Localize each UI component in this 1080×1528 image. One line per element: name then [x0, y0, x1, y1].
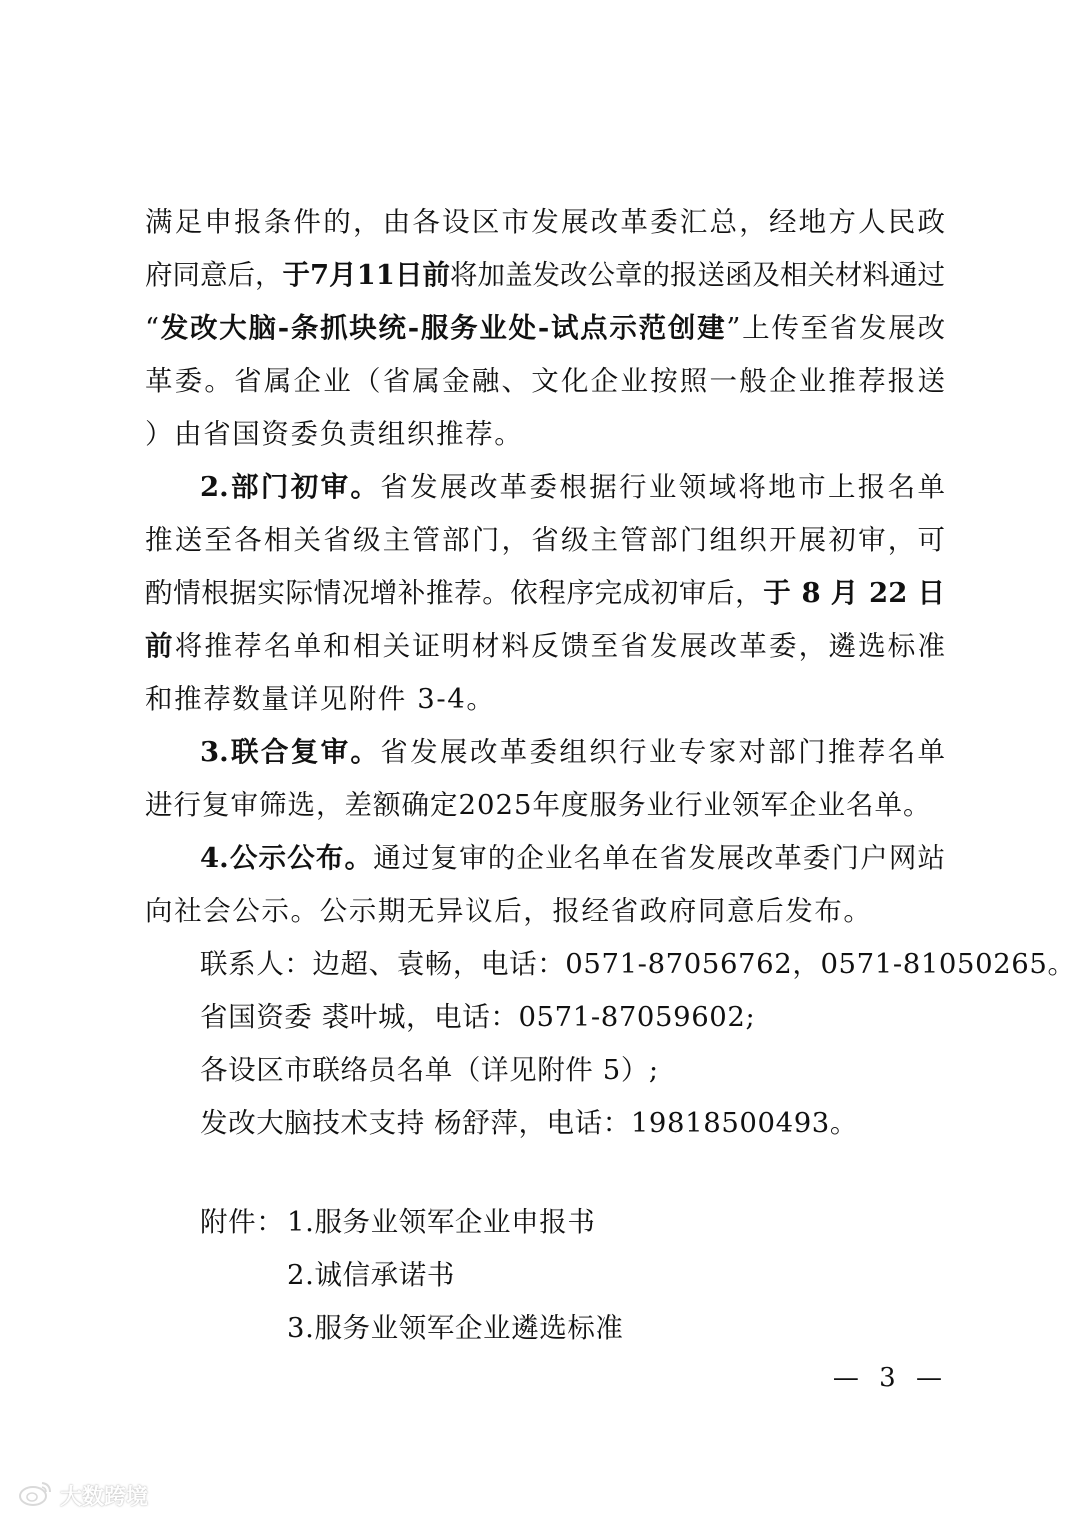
paragraph-line	[145, 779, 931, 831]
text-run: 通过复审的企业名单在省发展改革委门户网站	[373, 842, 945, 874]
page-number: — 3 —	[832, 1363, 948, 1393]
attachment-item-text: 3.服务业领军企业遴选标准	[287, 1312, 624, 1344]
text-run: 推送至各相关省级主管部门，省级主管部门组织开展初审，可	[145, 524, 945, 556]
paragraph-line	[200, 832, 945, 884]
deadline-emphasis: 前	[145, 630, 175, 662]
contact-line	[200, 991, 755, 1043]
paragraph-line	[145, 514, 945, 566]
text-run: 酌情根据实际情况增补推荐。依程序完成初审后，	[145, 577, 764, 609]
paragraph-line	[145, 620, 945, 672]
paragraph-line	[145, 249, 945, 301]
contact-text: 各设区市联络员名单（详见附件 5）;	[200, 1054, 659, 1086]
text-run: 省发展改革委组织行业专家对部门推荐名单	[380, 736, 945, 768]
watermark	[18, 1478, 148, 1512]
attachments-label-text: 附件：	[200, 1206, 285, 1238]
paragraph-line	[145, 673, 495, 725]
text-run: 进行复审筛选，差额确定2025年度服务业行业领军企业名单。	[145, 789, 932, 821]
text-run: 省发展改革委根据行业领域将地市上报名单	[380, 471, 945, 503]
paragraph-line	[145, 302, 945, 354]
contact-text: 联系人：边超、袁畅，电话：0571-87056762，0571-81050265。	[200, 948, 1076, 980]
deadline-emphasis: 于 8 月 22 日	[763, 577, 946, 609]
contact-text: 省国资委 裘叶城，电话：0571-87059602;	[200, 1001, 756, 1033]
attachment-item-text: 2.诚信承诺书	[287, 1259, 455, 1291]
section-heading: 2.部门初审。	[200, 471, 381, 503]
text-run: “	[145, 312, 160, 344]
contact-line	[200, 1097, 858, 1149]
contact-line	[200, 938, 1076, 990]
text-run: 将推荐名单和相关证明材料反馈至省发展改革委，遴选标准	[174, 630, 946, 662]
watermark-text: 大数跨境	[60, 1484, 149, 1510]
paragraph-line	[145, 355, 945, 407]
section-heading: 3.联合复审。	[200, 736, 381, 768]
text-run: ）由省国资委负责组织推荐。	[145, 418, 524, 450]
paragraph-line	[145, 408, 523, 460]
attachments-label	[200, 1196, 284, 1248]
contact-line	[200, 1044, 659, 1096]
deadline-emphasis: 于7月11日前	[282, 259, 450, 291]
weibo-logo-icon	[18, 1479, 54, 1511]
text-run: 府同意后，	[145, 259, 283, 291]
attachment-item-text: 1.服务业领军企业申报书	[287, 1206, 596, 1238]
attachment-item	[287, 1196, 595, 1248]
attachment-item	[287, 1302, 624, 1354]
paragraph-line	[145, 196, 945, 248]
section-heading: 4.公示公布。	[200, 842, 374, 874]
platform-path-emphasis: 发改大脑-条抓块统-服务业处-试点示范创建	[159, 312, 727, 344]
contact-text: 发改大脑技术支持 杨舒萍，电话：19818500493。	[200, 1107, 858, 1139]
paragraph-line	[145, 885, 873, 937]
text-run: 和推荐数量详见附件 3-4。	[145, 683, 496, 715]
paragraph-line	[200, 726, 945, 778]
text-run: ”上传至省发展改	[726, 312, 945, 344]
text-run: 将加盖发改公章的报送函及相关材料通过	[449, 259, 946, 291]
attachment-item	[287, 1249, 455, 1301]
text-run: 向社会公示。公示期无异议后，报经省政府同意后发布。	[145, 895, 873, 927]
text-run: 满足申报条件的，由各设区市发展改革委汇总，经地方人民政	[145, 206, 945, 238]
paragraph-line	[145, 567, 945, 619]
paragraph-line	[200, 461, 945, 513]
text-run: 革委。省属企业（省属金融、文化企业按照一般企业推荐报送	[145, 365, 945, 397]
